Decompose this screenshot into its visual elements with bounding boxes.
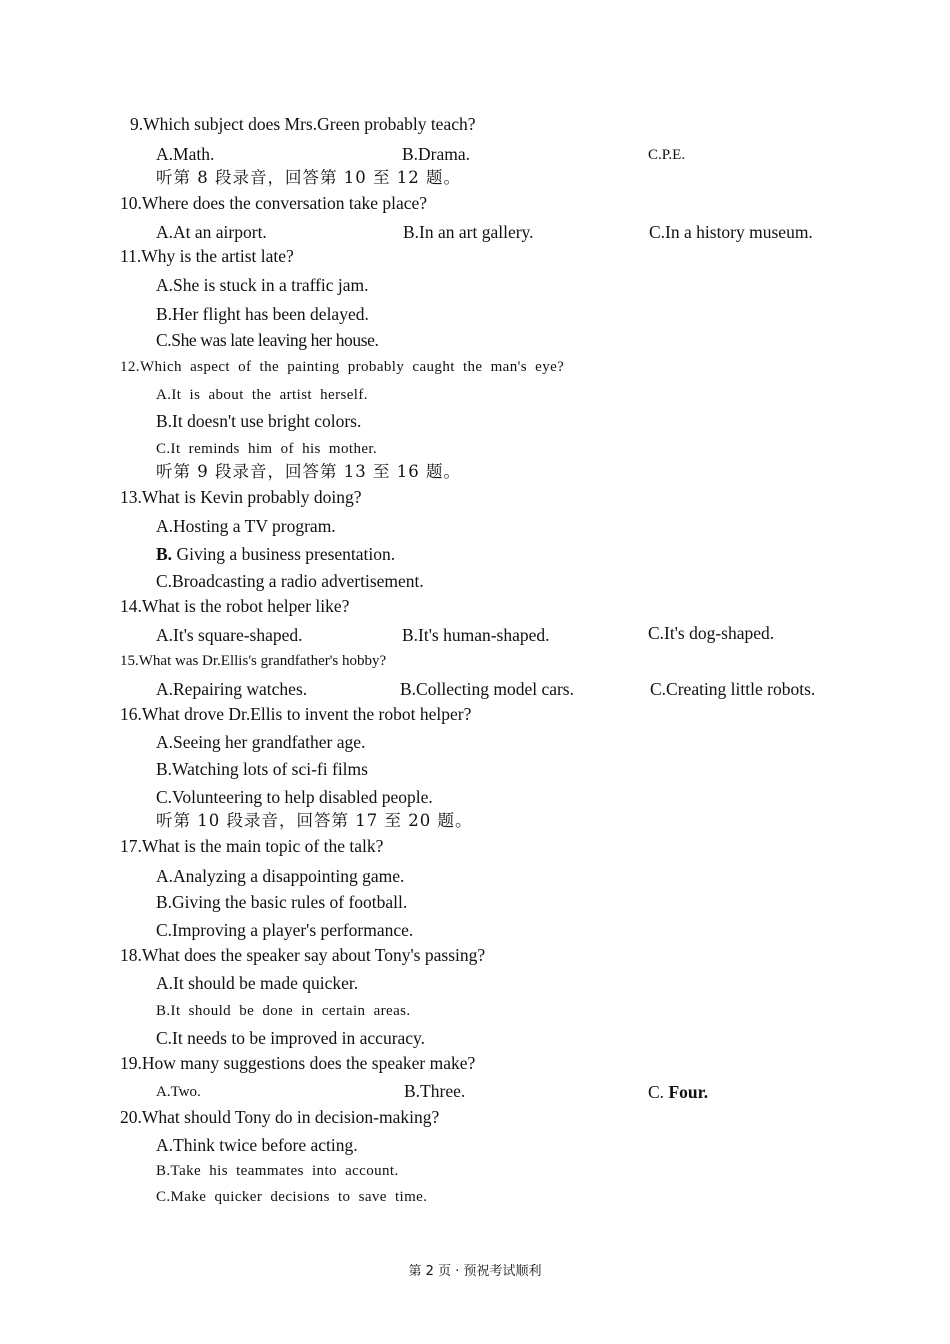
q9-option-b: B.Drama. xyxy=(402,144,471,164)
section-10-instruction: 听第 10 段录音，回答第 17 至 20 题。 xyxy=(156,811,473,830)
q13-option-b-text: Giving a business presentation. xyxy=(172,544,396,564)
q12-option-a: A.It is about the artist herself. xyxy=(156,387,368,403)
q15-option-b: B.Collecting model cars. xyxy=(400,679,574,699)
q16-option-a: A.Seeing her grandfather age. xyxy=(156,732,366,752)
question-11: 11.Why is the artist late? xyxy=(120,246,294,266)
q19-option-b: B.Three. xyxy=(404,1081,466,1101)
question-10: 10.Where does the conversation take place? xyxy=(120,193,428,213)
question-18: 18.What does the speaker say about Tony's passing? xyxy=(120,945,486,965)
q15-option-c: C.Creating little robots. xyxy=(650,679,816,699)
q20-option-a: A.Think twice before acting. xyxy=(156,1135,358,1155)
q13-option-b-letter: B. xyxy=(156,544,173,564)
q17-option-b: B.Giving the basic rules of football. xyxy=(156,892,408,912)
q19-option-c-text: Four. xyxy=(668,1082,709,1102)
q16-option-c: C.Volunteering to help disabled people. xyxy=(156,787,433,807)
question-19: 19.How many suggestions does the speaker make? xyxy=(120,1053,476,1073)
question-14: 14.What is the robot helper like? xyxy=(120,596,350,616)
q13-option-c: C.Broadcasting a radio advertisement. xyxy=(156,571,424,591)
q15-option-a: A.Repairing watches. xyxy=(156,679,308,699)
question-17: 17.What is the main topic of the talk? xyxy=(120,836,384,856)
question-16: 16.What drove Dr.Ellis to invent the robot helper? xyxy=(120,704,472,724)
q19-option-c xyxy=(648,1084,708,1102)
q14-option-a: A.It's square-shaped. xyxy=(156,625,303,645)
q11-option-c: C.She was late leaving her house. xyxy=(156,330,379,350)
q12-option-c: C.It reminds him of his mother. xyxy=(156,441,378,457)
q17-option-a: A.Analyzing a disappointing game. xyxy=(156,866,405,886)
q10-option-c: C.In a history museum. xyxy=(649,222,813,242)
q17-option-c: C.Improving a player's performance. xyxy=(156,920,414,940)
q20-option-c: C.Make quicker decisions to save time. xyxy=(156,1189,428,1205)
question-13: 13.What is Kevin probably doing? xyxy=(120,487,362,507)
q13-option-b xyxy=(156,546,395,564)
q20-option-b: B.Take his teammates into account. xyxy=(156,1163,399,1179)
section-8-instruction: 听第 8 段录音，回答第 10 至 12 题。 xyxy=(156,168,461,187)
question-15: 15.What was Dr.Ellis's grandfather's hobby? xyxy=(120,653,387,669)
q19-option-a: A.Two. xyxy=(156,1084,201,1100)
q10-option-a: A.At an airport. xyxy=(156,222,267,242)
q14-option-c: C.It's dog-shaped. xyxy=(648,623,775,643)
q9-option-a: A.Math. xyxy=(156,144,215,164)
q16-option-b: B.Watching lots of sci-fi films xyxy=(156,759,368,779)
q18-option-c: C.It needs to be improved in accuracy. xyxy=(156,1028,426,1048)
q13-option-a: A.Hosting a TV program. xyxy=(156,516,336,536)
q11-option-b: B.Her flight has been delayed. xyxy=(156,304,369,324)
q18-option-b: B.It should be done in certain areas. xyxy=(156,1003,411,1019)
q10-option-b: B.In an art gallery. xyxy=(403,222,534,242)
question-9: 9.Which subject does Mrs.Green probably teach? xyxy=(130,114,476,134)
q9-option-c: C.P.E. xyxy=(648,147,686,163)
question-20: 20.What should Tony do in decision-making? xyxy=(120,1107,440,1127)
q14-option-b: B.It's human-shaped. xyxy=(402,625,550,645)
q19-option-c-letter: C. xyxy=(648,1082,669,1102)
page-footer: 第 2 页 · 预祝考试顺利 xyxy=(408,1264,542,1279)
section-9-instruction: 听第 9 段录音，回答第 13 至 16 题。 xyxy=(156,462,461,481)
q12-option-b: B.It doesn't use bright colors. xyxy=(156,411,362,431)
question-12: 12.Which aspect of the painting probably caught the man's eye? xyxy=(120,359,565,375)
q11-option-a: A.She is stuck in a traffic jam. xyxy=(156,275,369,295)
q18-option-a: A.It should be made quicker. xyxy=(156,973,359,993)
